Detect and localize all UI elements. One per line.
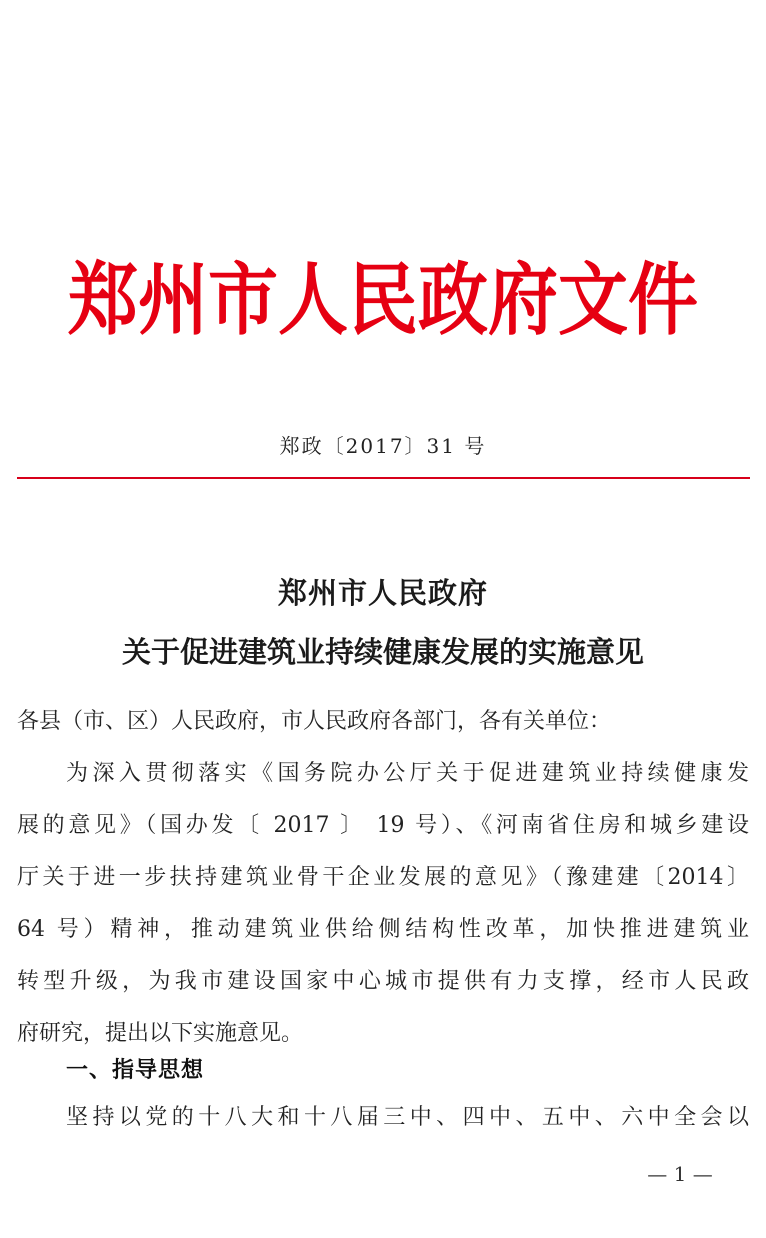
- document-number: 郑政〔2017〕31 号: [279, 434, 487, 458]
- paragraph1-line: 转型升级，为我市建设国家中心城市提供有力支撑，经市人民政: [17, 969, 749, 994]
- page-number: — 1 —: [647, 1162, 713, 1186]
- paragraph1-line: 64 号）精神，推动建筑业供给侧结构性改革，加快推进建筑业: [17, 917, 749, 942]
- paragraph1-line: 厅关于进一步扶持建筑业骨干企业发展的意见》（豫建建〔2014〕: [17, 865, 749, 890]
- document-title-line2: 关于促进建筑业持续健康发展的实施意见: [121, 635, 644, 669]
- section-heading: 一、指导思想: [66, 1058, 205, 1083]
- salutation: 各县（市、区）人民政府，市人民政府各部门，各有关单位：: [17, 709, 612, 734]
- red-divider-line: [17, 477, 750, 479]
- paragraph2-line: 坚持以党的十八大和十八届三中、四中、五中、六中全会以: [66, 1105, 749, 1130]
- paragraph1-line: 府研究，提出以下实施意见。: [17, 1021, 304, 1046]
- document-title-line1: 郑州市人民政府: [277, 576, 488, 610]
- red-header-title: 郑州市人民政府文件: [68, 252, 698, 346]
- paragraph1-line: 为深入贯彻落实《国务院办公厅关于促进建筑业持续健康发: [66, 761, 749, 786]
- paragraph1-line: 展的意见》（国办发〔 2017 〕 19 号）、《河南省住房和城乡建设: [17, 813, 749, 838]
